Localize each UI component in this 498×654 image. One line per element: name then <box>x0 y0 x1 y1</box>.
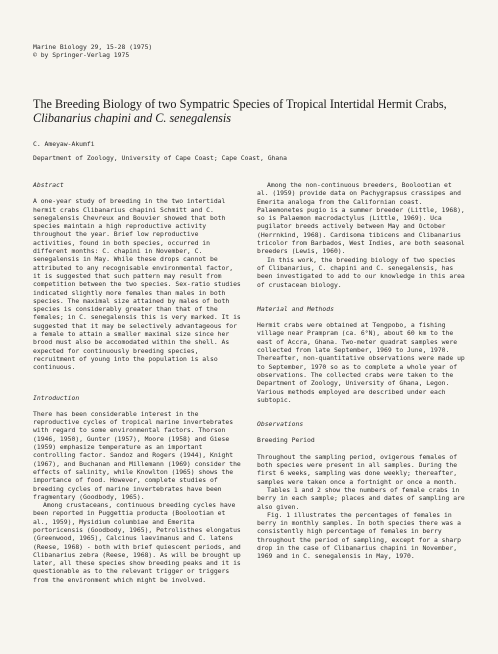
observations-paragraph-2: Tables 1 and 2 show the numbers of female crabs in berry in each sample; places and dates of sampling are also given. <box>257 485 465 511</box>
methods-text: Hermit crabs were obtained at Tengpobo, a fishing village near Prampram (ca. 6°N), about 60 km to the east of Accra, Ghana. Two-meter quadrat samples were collected from late September, 1969 to June, 1970. Thereafter, non-quantitative observations were made up to September, 1970 so as to complete a whole year of observations. The collected crabs were taken to the Department of Zoology, University of Ghana, Legon. Various methods employed are described under each subtopic. <box>257 321 465 404</box>
abstract-heading: Abstract <box>33 181 64 189</box>
breeding-period-subheading: Breeding Period <box>257 436 315 445</box>
abstract-text: A one-year study of breeding in the two intertidal hermit crabs Clibanarius chapini Schmitt and C. senegalensis Chevreux and Bouvier showed that both species maintain a high reproductive activity throughout the year. Brief low reproductive activities, found in both species, occurred in different months: C. chapini in November, C. senegalensis in May. While these drops cannot be attributed to any recognisable environmental factor, it is suggested that such pattern may result from competition between the two species. Sex-ratio studies indicated slightly more females than males in both species. The maximal size attained by males of both species is considerably greater than that of the females; in C. senegalensis this is very marked. It is suggested that it may be selectively advantageous for a female to attain a smaller maximal size since her brood must also be accomodated within the shell. As expected for continuously breeding species, recruitment of young into the population is also continuous. <box>33 197 241 372</box>
introduction-paragraph-2: Among crustaceans, continuous breeding cycles have been reported in Puggettia producta (Boolootian et al., 1959), Mysidium columbiae and Emerita portoricensis (Goodbody, 1965), Petrolisthes elongatus (Greenwood, 1965), Calcinus laevimanus and C. latens (Reese, 1968) - both with brief quiescent periods, and Clibanarius zebra (Reese, 1968). As will be brought up later, all these species show breeding peaks and it is questionable as to the relevant trigger or triggers from the environment which might be involved. <box>33 501 241 584</box>
observations-paragraph-1: Throughout the sampling period, ovigerous females of both species were present in all samples. During the first 6 weeks, sampling was done weekly; thereafter, samples were taken once a fortnight or once a month. <box>257 452 458 486</box>
left-column <box>33 181 243 584</box>
intro-continued-paragraph-1: Among the non-continuous breeders, Boolootian et al. (1959) provide data on Pachygrapsus crassipes and Emerita analoga from the Californian coast. Palaemonetes pugio is a summer breeder (Little, 1968), so is Palaemon macrodactylus (Little, 1969). Uca pugilator breeds actively between May and October (Herrnkind, 1968). Cardisoma tibicens and Clibanarius tricolor from Barbados, West Indies, are both seasonal breeders (Lewis, 1960). <box>257 181 465 256</box>
observations-heading: Observations <box>257 420 304 429</box>
author: C. Ameyaw-Akumfi <box>33 140 95 148</box>
introduction-heading: Introduction <box>33 393 80 402</box>
title-line-2: Clibanarius chapini and C. senegalensis <box>33 111 232 125</box>
title-line-1: The Breeding Biology of two Sympatric Species of Tropical Intertidal Hermit Crabs, <box>33 97 447 111</box>
paper-title <box>33 97 473 125</box>
methods-heading: Material and Methods <box>257 304 334 313</box>
right-column <box>257 181 467 561</box>
intro-continued-paragraph-2: In this work, the breeding biology of two species of Clibanarius, C. chapini and C. senegalensis, has been investigated to add to our knowledge in this area of crustacean biology. <box>257 255 465 289</box>
copyright-line: © by Springer-Verlag 1975 <box>33 51 130 60</box>
journal-citation <box>33 43 152 60</box>
journal-line: Marine Biology 29, 15-28 (1975) <box>33 43 153 51</box>
affiliation: Department of Zoology, University of Cape Coast; Cape Coast, Ghana <box>33 154 287 162</box>
introduction-paragraph-1: There has been considerable interest in the reproductive cycles of tropical marine invertebrates with regard to some environmental factors. Thorson (1946, 1950), Gunter (1957), Moore (1958) and Giese (1959) emphasize temperature as an important controlling factor. Sandoz and Rogers (1944), Knight (1967), and Buchanan and Millemann (1969) consider the effects of salinity, while Knowlton (1965) shows the importance of food. However, complete studies of breeding cycles of marine invertebrates have been fragmentary (Goodbody, 1965). <box>33 409 241 501</box>
observations-paragraph-3: Fig. 1 illustrates the percentages of females in berry in monthly samples. In both species there was a consistently high percentage of females in berry throughout the period of sampling, except for a sharp drop in the case of Clibanarius chapini in November, 1969 and in C. senegalensis in May, 1970. <box>257 510 461 561</box>
